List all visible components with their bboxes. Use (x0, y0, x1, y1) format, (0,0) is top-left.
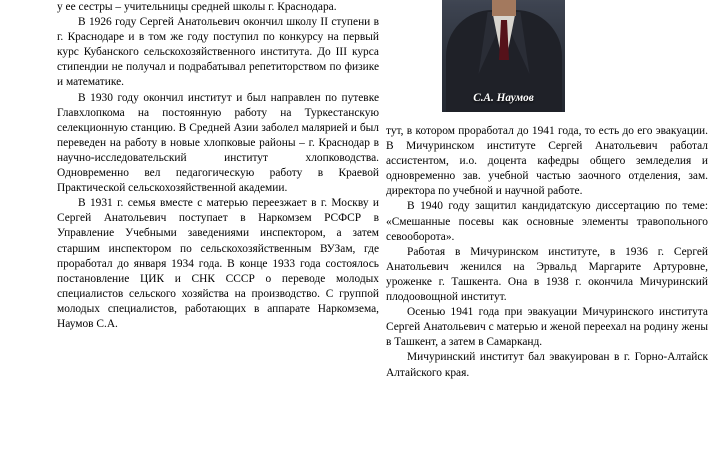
text-column-left (57, 0, 379, 332)
portrait-caption: С.А. Наумов (473, 92, 534, 104)
portrait-photo (442, 0, 565, 112)
portrait-figure (442, 0, 565, 112)
paragraph: Работая в Мичуринском институте, в 1936 г. Сергей Анатольевич женился на Эрвальд Маргарите Артуровне, уроженке г. Ташкента. Она в 1938 г. окончила Мичуринский плодоовощной институт. (386, 245, 708, 304)
paragraph: В 1926 году Сергей Анатольевич окончил школу II ступени в г. Краснодаре и в том же году поступил по конкурсу на первый курс Кубанского сельскохозяйственного института. До III курса стипендии не получал и подрабатывал репетиторством по физике и математике. (57, 16, 379, 89)
portrait-neck (492, 0, 516, 16)
paragraph: Осенью 1941 года при эвакуации Мичуринского института Сергей Анатольевич с матерью и женой переехал на родину жены в Ташкент, а затем в Самарканд. (386, 306, 708, 349)
text-column-right (386, 124, 708, 381)
paragraph: Мичуринский институт бал эвакуирован в г. Горно-Алтайск Алтайского края. (386, 351, 708, 379)
paragraph: у ее сестры – учительницы средней школы г. Краснодара. (57, 1, 337, 13)
paragraph: В 1940 году защитил кандидатскую диссертацию по теме: «Смешанные посевы как основные элементы травопольного севооборота». (386, 200, 708, 243)
paragraph: тут, в котором проработал до 1941 года, то есть до его эвакуации. В Мичуринском институте Сергей Анатольевич работал ассистентом, и.о. доцента кафедры общего земледелия и одновременно зав. учебной частью заочного отделения, зам. директора по учебной и научной работе. (386, 125, 708, 198)
paragraph: В 1930 году окончил институт и был направлен по путевке Главхлопкома на постоянную работу на Туркестанскую селекционную станцию. В Средней Азии заболел малярией и был переведен на работу в новые хлопковые районы – г. Краснодар в научно-исследовательский институт хлопководства. Одновременно вел педагогическую работу в Краевой Практической сельскохозяйственной академии. (57, 91, 379, 195)
paragraph: В 1931 г. семья вместе с матерью переезжает в г. Москву и Сергей Анатольевич поступает в Наркомзем РСФСР в Управление Учебными заведениями инспектором, а затем старшим инспектором по сельскохозяйственным ВУЗам, где проработал до января 1934 года. В конце 1933 года состоялось постановление ЦИК и СНК СССР о переводе молодых специалистов сельского хозяйства на производство. С группой молодых специалистов, работающих в аппарате Наркомзема, Наумов С.А. (57, 197, 379, 330)
